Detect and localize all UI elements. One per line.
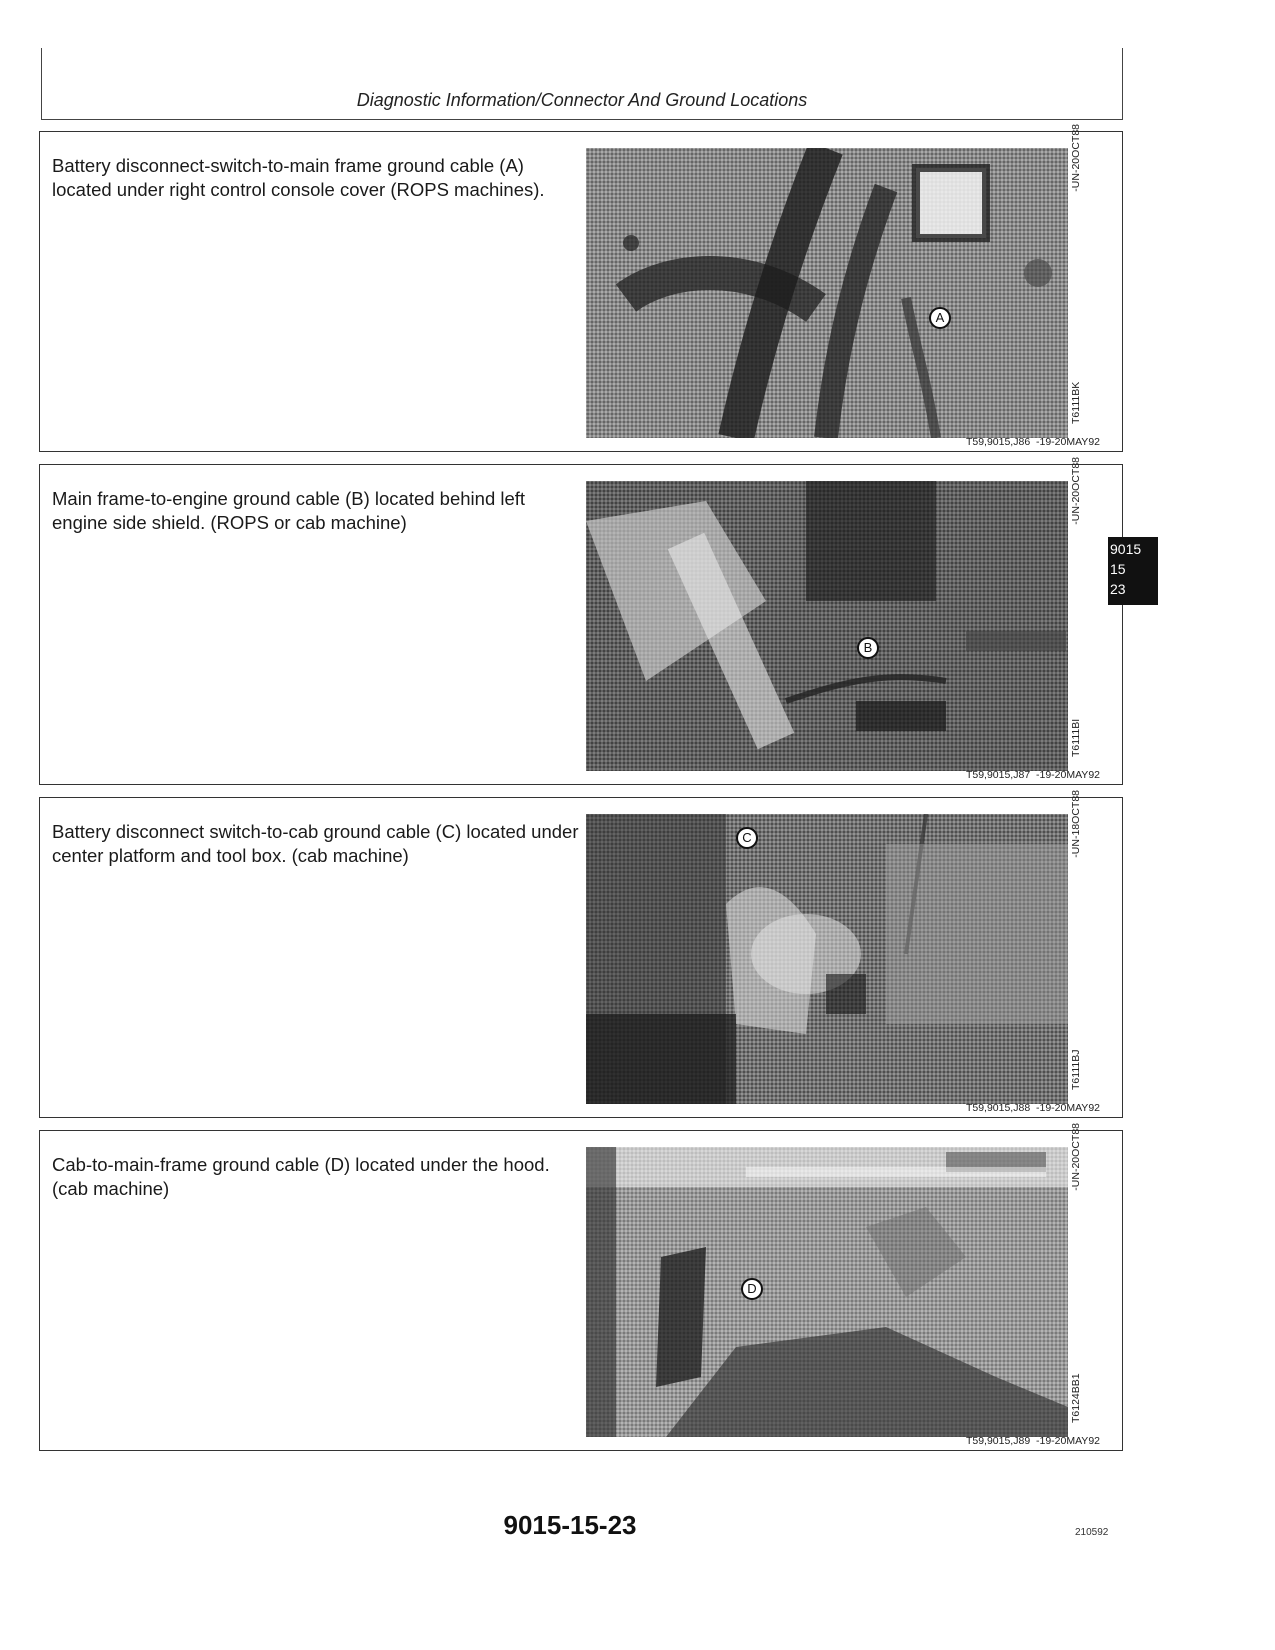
section-description: Battery disconnect switch-to-cab ground cable (C) located under center platform and tool box. (cab machine) bbox=[52, 821, 579, 866]
section-ground-cable-b bbox=[39, 457, 1123, 785]
photo-id-date: -UN-18OCT88 bbox=[1070, 790, 1082, 858]
callout-c: C bbox=[736, 827, 758, 849]
photo-id-date: -UN-20OCT88 bbox=[1070, 457, 1082, 525]
reference-code: T59,9015,J87 -19-20MAY92 bbox=[965, 769, 1100, 781]
section-description: Cab-to-main-frame ground cable (D) located under the hood. (cab machine) bbox=[52, 1154, 550, 1199]
photo-ground-cable-a bbox=[586, 148, 1068, 438]
photo-ground-cable-c bbox=[586, 814, 1068, 1104]
photo-identifier bbox=[1070, 457, 1084, 757]
section-tab-line: 15 bbox=[1110, 561, 1126, 577]
section-tab-line: 23 bbox=[1110, 581, 1126, 597]
callout-d: D bbox=[741, 1278, 763, 1300]
section-ground-cable-d bbox=[39, 1123, 1123, 1451]
section-tab-line: 9015 bbox=[1110, 541, 1142, 557]
photo-id-code: T6111BI bbox=[1070, 718, 1082, 757]
section-tab bbox=[1108, 537, 1158, 605]
page-header bbox=[41, 48, 1123, 120]
reference-code: T59,9015,J89 -19-20MAY92 bbox=[965, 1435, 1100, 1447]
section-description: Main frame-to-engine ground cable (B) located behind left engine side shield. (ROPS or cab machine) bbox=[52, 488, 526, 533]
photo-ground-cable-d bbox=[586, 1147, 1068, 1437]
photo-id-code: T6111BJ bbox=[1070, 1049, 1082, 1090]
photo-illustration bbox=[586, 481, 1068, 771]
section-description: Battery disconnect-switch-to-main frame ground cable (A) located under right control console cover (ROPS machines). bbox=[52, 155, 545, 200]
photo-id-date: -UN-20OCT88 bbox=[1070, 124, 1082, 192]
callout-b: B bbox=[857, 637, 879, 659]
photo-illustration bbox=[586, 814, 1068, 1104]
callout-a: A bbox=[929, 307, 951, 329]
header-title: Diagnostic Information/Connector And Ground Locations bbox=[356, 90, 808, 110]
document-code: 210592 bbox=[1075, 1527, 1109, 1538]
photo-identifier bbox=[1070, 790, 1084, 1090]
section-ground-cable-c bbox=[39, 790, 1123, 1118]
photo-ground-cable-b bbox=[586, 481, 1068, 771]
photo-id-date: -UN-20OCT88 bbox=[1070, 1123, 1082, 1191]
photo-identifier bbox=[1070, 1123, 1084, 1423]
section-ground-cable-a bbox=[39, 124, 1123, 452]
reference-code: T59,9015,J86 -19-20MAY92 bbox=[965, 436, 1100, 448]
photo-illustration bbox=[586, 148, 1068, 438]
page-number: 9015-15-23 bbox=[503, 1510, 637, 1540]
photo-identifier bbox=[1070, 124, 1084, 424]
photo-illustration bbox=[586, 1147, 1068, 1437]
reference-code: T59,9015,J88 -19-20MAY92 bbox=[965, 1102, 1100, 1114]
photo-id-code: T6124BB1 bbox=[1070, 1373, 1082, 1423]
photo-id-code: T6111BK bbox=[1070, 381, 1082, 424]
